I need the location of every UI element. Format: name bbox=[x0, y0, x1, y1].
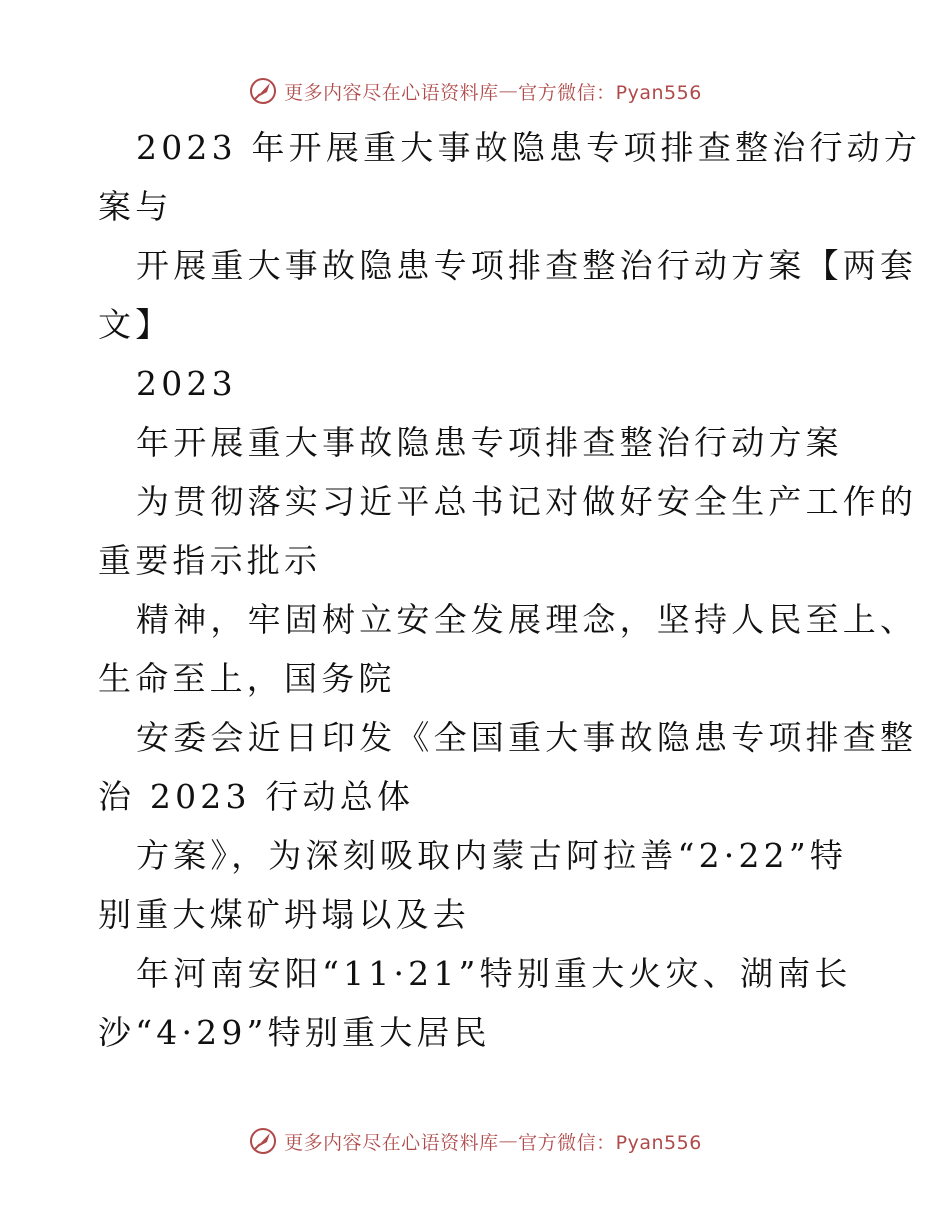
text-line-13: 方案》，为深刻吸取内蒙古阿拉善“2·22”特 bbox=[136, 836, 848, 875]
text-line-10: 生命至上，国务院 bbox=[98, 659, 396, 698]
text-line-2: 案与 bbox=[98, 187, 173, 226]
quill-logo-icon bbox=[248, 1126, 278, 1156]
text-line-6: 年开展重大事故隐患专项排查整治行动方案 bbox=[136, 423, 843, 462]
text-line-5: 2023 bbox=[136, 364, 237, 403]
text-line-9: 精神，牢固树立安全发展理念，坚持人民至上、 bbox=[136, 600, 918, 639]
text-line-16: 沙“4·29”特别重大居民 bbox=[98, 1013, 491, 1052]
text-line-8: 重要指示批示 bbox=[98, 541, 322, 580]
document-body bbox=[98, 118, 922, 1062]
text-line-12: 治 2023 行动总体 bbox=[98, 777, 415, 816]
text-line-15: 年河南安阳“11·21”特别重大火灾、湖南长 bbox=[136, 954, 852, 993]
text-line-11: 安委会近日印发《全国重大事故隐患专项排查整 bbox=[136, 718, 918, 757]
watermark-site-text: 更多内容尽在心语资料库 bbox=[284, 1131, 499, 1154]
quill-logo-icon bbox=[248, 76, 278, 106]
footer-watermark bbox=[0, 1126, 950, 1156]
watermark-dash: — bbox=[498, 1130, 519, 1152]
text-line-4: 文】 bbox=[98, 305, 173, 344]
text-line-3: 开展重大事故隐患专项排查整治行动方案【两套 bbox=[136, 246, 918, 285]
watermark-contact-text: 官方微信：Pyan556 bbox=[518, 1131, 702, 1154]
header-watermark bbox=[0, 76, 950, 106]
watermark-contact-text: 官方微信：Pyan556 bbox=[518, 81, 702, 104]
text-line-7: 为贯彻落实习近平总书记对做好安全生产工作的 bbox=[136, 482, 918, 521]
text-line-14: 别重大煤矿坍塌以及去 bbox=[98, 895, 470, 934]
watermark-dash: — bbox=[498, 80, 519, 102]
text-line-1: 2023 年开展重大事故隐患专项排查整治行动方 bbox=[136, 128, 922, 167]
watermark-site-text: 更多内容尽在心语资料库 bbox=[284, 81, 499, 104]
